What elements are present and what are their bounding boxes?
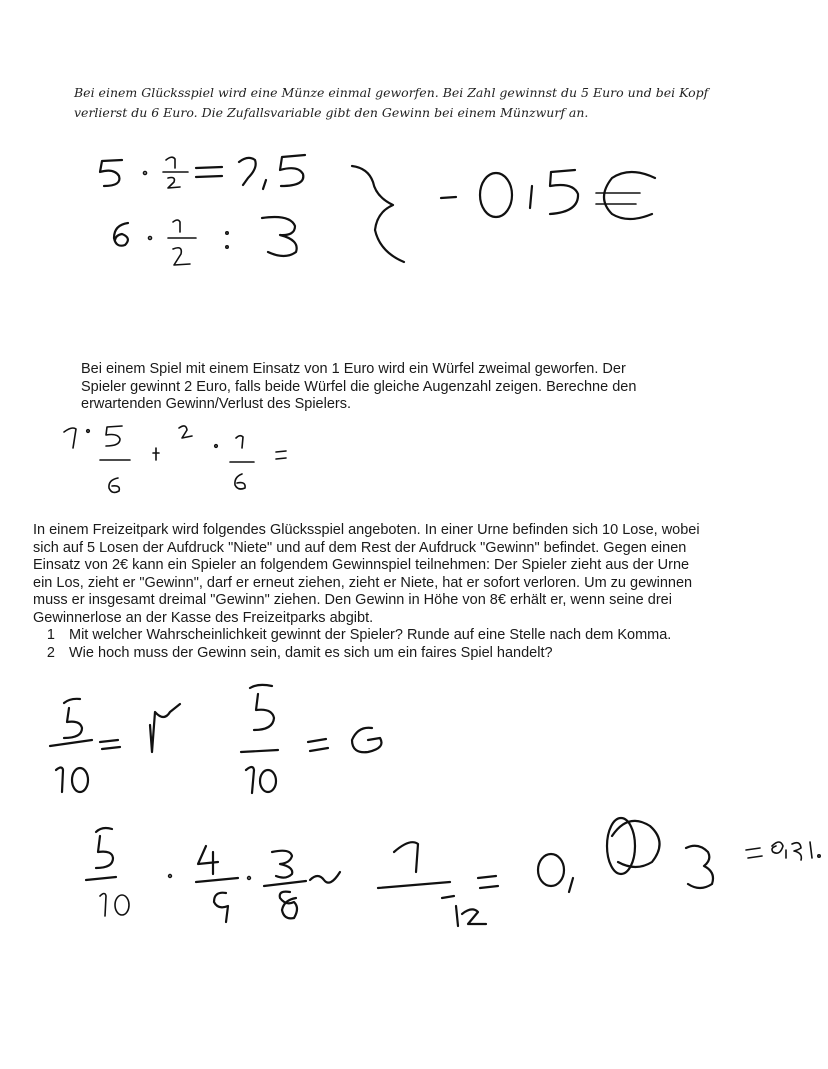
task-3-question xyxy=(33,627,813,645)
task-2-line: Bei einem Spiel mit einem Einsatz von 1 Euro wird ein Würfel zweimal geworfen. Der xyxy=(81,361,626,377)
handwritten-result-minus-half-euro xyxy=(441,170,655,219)
task-2-text xyxy=(81,361,801,414)
question-text: Mit welcher Wahrscheinlichkeit gewinnt der Spieler? Runde auf eine Stelle nach dem Komma. xyxy=(69,627,672,643)
task-3-line: Einsatz von 2€ kann ein Spieler an folgendem Gewinnspiel teilnehmen: Der Spieler zieht aus der Urne xyxy=(33,557,690,573)
task-3-line: muss er insgesamt dreimal "Gewinn" ziehen. Den Gewinn in Höhe von 8€ erhält er, wenn seine drei xyxy=(33,592,672,608)
handwritten-gewinn-fraction xyxy=(241,685,382,793)
handwritten-probability-calculation xyxy=(86,818,820,926)
task-3-line: Gewinnerlose an der Kasse des Freizeitparks abgibt. xyxy=(33,609,374,626)
handwritten-line-5-half xyxy=(100,155,305,189)
task-3-line: ein Los, zieht er "Gewinn", darf er erneut ziehen, zieht er Niete, hat er sofort verloren. Um zu gewinnen xyxy=(33,574,693,591)
task-3-line: sich auf 5 Losen der Aufdruck "Niete" und auf dem Rest der Aufdruck "Gewinn" befindet. Gegen einen xyxy=(33,539,687,556)
task-2-line: erwartenden Gewinn/Verlust des Spielers. xyxy=(81,396,352,412)
handwritten-line-6-half xyxy=(114,217,297,265)
handwritten-line-task-2 xyxy=(64,426,286,493)
task-1-line: Bei einem Glücksspiel wird eine Münze einmal geworfen. Bei Zahl gewinnst du 5 Euro und bei Kopf xyxy=(74,85,709,100)
question-number: 2 xyxy=(46,644,55,661)
task-2-line: Spieler gewinnt 2 Euro, falls beide Würfel die gleiche Augenzahl zeigen. Berechne den xyxy=(81,378,637,395)
handwritten-niete-fraction xyxy=(50,699,180,792)
task-1-text xyxy=(74,83,794,123)
question-text: Wie hoch muss der Gewinn sein, damit es sich um ein faires Spiel handelt? xyxy=(69,644,553,661)
task-3-line: In einem Freizeitpark wird folgendes Glücksspiel angeboten. In einer Urne befinden sich 10 Lose, wobei xyxy=(33,522,700,538)
task-3-question xyxy=(33,645,813,663)
question-number: 1 xyxy=(46,627,55,643)
task-1-line: verlierst du 6 Euro. Die Zufallsvariable gibt den Gewinn bei einem Münzwurf an. xyxy=(74,105,589,120)
curly-brace xyxy=(352,166,404,262)
task-3-text xyxy=(33,522,813,662)
